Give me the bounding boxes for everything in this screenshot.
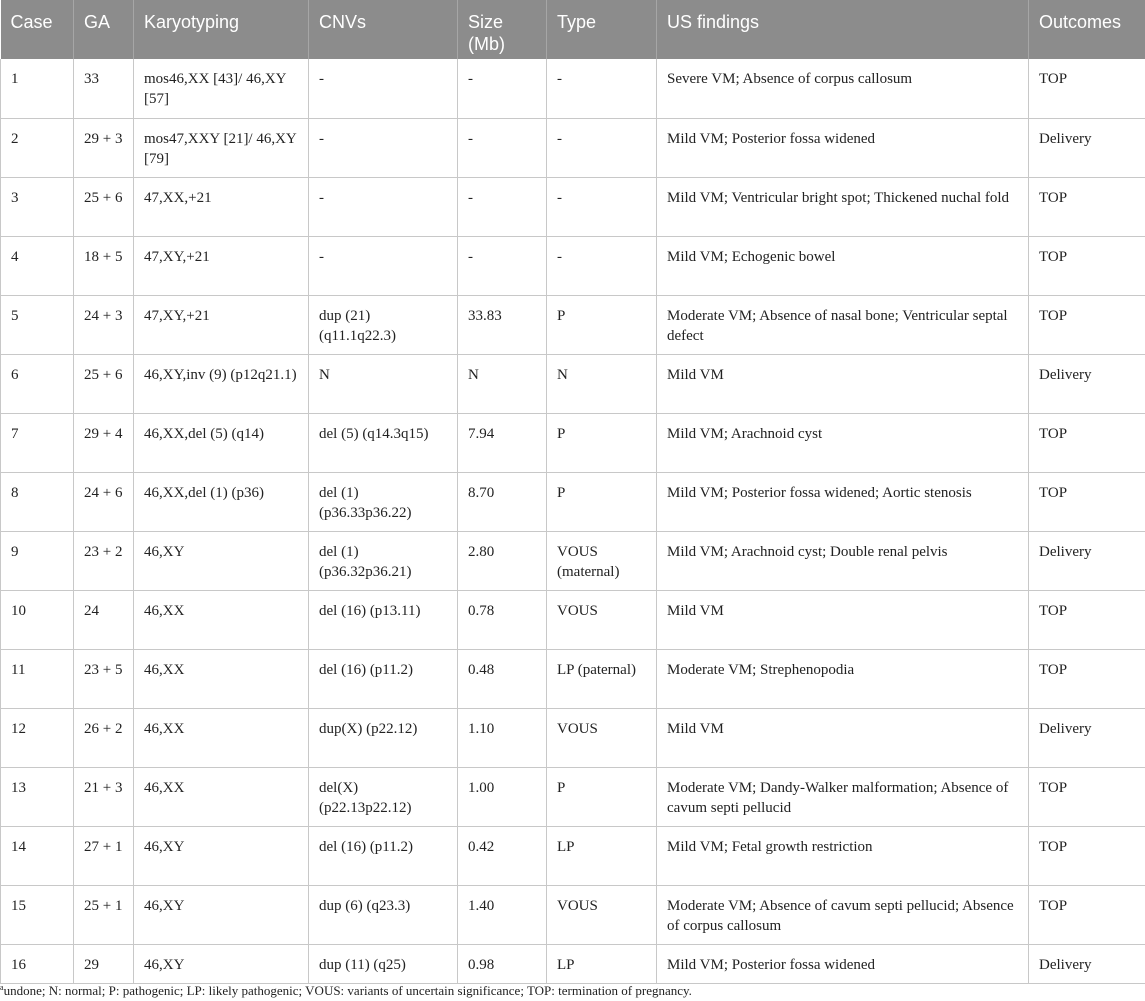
cell-case: 11 — [1, 649, 74, 708]
cell-karyotyping: 47,XX,+21 — [134, 177, 309, 236]
table-row — [1, 295, 1145, 354]
table-row — [1, 354, 1145, 413]
cell-type: P — [547, 295, 657, 354]
cell-ga: 25 + 6 — [74, 354, 134, 413]
footnote-marker: a — [0, 983, 4, 992]
cell-size: 2.80 — [458, 531, 547, 590]
cell-type: N — [547, 354, 657, 413]
cell-us-findings: Moderate VM; Strephenopodia — [657, 649, 1029, 708]
table-row — [1, 177, 1145, 236]
cell-size: 1.40 — [458, 885, 547, 944]
header-cnvs: CNVs — [309, 0, 458, 59]
cell-ga: 23 + 5 — [74, 649, 134, 708]
cell-ga: 29 + 4 — [74, 413, 134, 472]
cell-outcomes: TOP — [1029, 236, 1145, 295]
cell-ga: 33 — [74, 59, 134, 118]
cell-karyotyping: mos47,XXY [21]/ 46,XY [79] — [134, 118, 309, 177]
cell-ga: 24 — [74, 590, 134, 649]
cell-ga: 27 + 1 — [74, 826, 134, 885]
cell-outcomes: TOP — [1029, 295, 1145, 354]
cell-type: VOUS (maternal) — [547, 531, 657, 590]
cell-size: - — [458, 236, 547, 295]
cell-size: - — [458, 59, 547, 118]
cell-size: N — [458, 354, 547, 413]
cell-type: - — [547, 59, 657, 118]
cell-ga: 23 + 2 — [74, 531, 134, 590]
cell-cnvs: - — [309, 59, 458, 118]
cell-outcomes: Delivery — [1029, 531, 1145, 590]
cell-size: 0.78 — [458, 590, 547, 649]
cell-type: LP (paternal) — [547, 649, 657, 708]
cell-type: VOUS — [547, 590, 657, 649]
cell-ga: 25 + 6 — [74, 177, 134, 236]
cell-outcomes: TOP — [1029, 826, 1145, 885]
header-case: Case — [1, 0, 74, 59]
cell-cnvs: - — [309, 118, 458, 177]
cell-us-findings: Mild VM — [657, 590, 1029, 649]
header-outcomes: Outcomes — [1029, 0, 1145, 59]
cell-case: 14 — [1, 826, 74, 885]
cell-outcomes: TOP — [1029, 177, 1145, 236]
cell-karyotyping: 46,XX — [134, 708, 309, 767]
cell-ga: 24 + 3 — [74, 295, 134, 354]
cell-ga: 24 + 6 — [74, 472, 134, 531]
cell-case: 8 — [1, 472, 74, 531]
cell-size: - — [458, 177, 547, 236]
cell-karyotyping: 46,XX — [134, 649, 309, 708]
cell-us-findings: Mild VM; Echogenic bowel — [657, 236, 1029, 295]
cell-size: 33.83 — [458, 295, 547, 354]
cell-case: 15 — [1, 885, 74, 944]
cell-outcomes: TOP — [1029, 59, 1145, 118]
table-row — [1, 590, 1145, 649]
cell-type: VOUS — [547, 885, 657, 944]
table-footnote — [0, 983, 692, 999]
cell-karyotyping: 46,XX,del (1) (p36) — [134, 472, 309, 531]
cell-karyotyping: 46,XY — [134, 531, 309, 590]
cell-karyotyping: 46,XY — [134, 885, 309, 944]
cell-case: 2 — [1, 118, 74, 177]
cell-cnvs: del(X) (p22.13p22.12) — [309, 767, 458, 826]
table-row — [1, 944, 1145, 983]
cell-size: 7.94 — [458, 413, 547, 472]
cell-karyotyping: 46,XY — [134, 826, 309, 885]
cell-outcomes: TOP — [1029, 590, 1145, 649]
cell-us-findings: Moderate VM; Absence of nasal bone; Ventricular septal defect — [657, 295, 1029, 354]
cell-us-findings: Mild VM; Arachnoid cyst — [657, 413, 1029, 472]
cell-outcomes: Delivery — [1029, 118, 1145, 177]
cell-cnvs: del (5) (q14.3q15) — [309, 413, 458, 472]
cell-ga: 18 + 5 — [74, 236, 134, 295]
header-ga: GA — [74, 0, 134, 59]
table-row — [1, 531, 1145, 590]
cell-outcomes: TOP — [1029, 885, 1145, 944]
cell-case: 3 — [1, 177, 74, 236]
cell-size: 8.70 — [458, 472, 547, 531]
table-row — [1, 472, 1145, 531]
cell-us-findings: Mild VM; Ventricular bright spot; Thickened nuchal fold — [657, 177, 1029, 236]
cell-case: 4 — [1, 236, 74, 295]
cell-case: 10 — [1, 590, 74, 649]
table-row — [1, 118, 1145, 177]
cell-cnvs: del (1) (p36.32p36.21) — [309, 531, 458, 590]
cell-cnvs: del (16) (p13.11) — [309, 590, 458, 649]
cell-us-findings: Severe VM; Absence of corpus callosum — [657, 59, 1029, 118]
cell-size: 0.42 — [458, 826, 547, 885]
cell-outcomes: Delivery — [1029, 708, 1145, 767]
cell-type: P — [547, 413, 657, 472]
table-header-row — [1, 0, 1145, 59]
cell-case: 1 — [1, 59, 74, 118]
cell-us-findings: Mild VM — [657, 354, 1029, 413]
cell-size: 1.10 — [458, 708, 547, 767]
cell-type: - — [547, 177, 657, 236]
cell-case: 16 — [1, 944, 74, 983]
cell-case: 6 — [1, 354, 74, 413]
cell-type: VOUS — [547, 708, 657, 767]
cell-type: - — [547, 236, 657, 295]
cell-size: 1.00 — [458, 767, 547, 826]
cell-us-findings: Mild VM; Arachnoid cyst; Double renal pelvis — [657, 531, 1029, 590]
cell-cnvs: - — [309, 236, 458, 295]
cell-ga: 29 — [74, 944, 134, 983]
header-karyotyping: Karyotyping — [134, 0, 309, 59]
cell-us-findings: Moderate VM; Dandy-Walker malformation; Absence of cavum septi pellucid — [657, 767, 1029, 826]
header-us-findings: US findings — [657, 0, 1029, 59]
cell-cnvs: del (16) (p11.2) — [309, 649, 458, 708]
table-row — [1, 236, 1145, 295]
cell-karyotyping: mos46,XX [43]/ 46,XY [57] — [134, 59, 309, 118]
cell-case: 13 — [1, 767, 74, 826]
cell-karyotyping: 46,XX,del (5) (q14) — [134, 413, 309, 472]
table-row — [1, 708, 1145, 767]
cell-outcomes: Delivery — [1029, 944, 1145, 983]
cell-size: - — [458, 118, 547, 177]
cell-ga: 25 + 1 — [74, 885, 134, 944]
cell-karyotyping: 46,XY,inv (9) (p12q21.1) — [134, 354, 309, 413]
cell-cnvs: del (16) (p11.2) — [309, 826, 458, 885]
cell-type: LP — [547, 826, 657, 885]
cell-karyotyping: 47,XY,+21 — [134, 295, 309, 354]
cell-ga: 21 + 3 — [74, 767, 134, 826]
cell-type: - — [547, 118, 657, 177]
cell-type: P — [547, 472, 657, 531]
cell-cnvs: dup(X) (p22.12) — [309, 708, 458, 767]
cell-ga: 29 + 3 — [74, 118, 134, 177]
table-row — [1, 59, 1145, 118]
cell-outcomes: Delivery — [1029, 354, 1145, 413]
table-row — [1, 649, 1145, 708]
cell-karyotyping: 46,XY — [134, 944, 309, 983]
cell-cnvs: del (1) (p36.33p36.22) — [309, 472, 458, 531]
cell-us-findings: Mild VM; Posterior fossa widened — [657, 944, 1029, 983]
cell-karyotyping: 46,XX — [134, 590, 309, 649]
table-row — [1, 413, 1145, 472]
table-body — [1, 59, 1145, 983]
cell-us-findings: Mild VM; Posterior fossa widened — [657, 118, 1029, 177]
cell-outcomes: TOP — [1029, 472, 1145, 531]
cell-size: 0.98 — [458, 944, 547, 983]
table-row — [1, 885, 1145, 944]
cell-us-findings: Mild VM; Fetal growth restriction — [657, 826, 1029, 885]
header-size: Size (Mb) — [458, 0, 547, 59]
cell-karyotyping: 46,XX — [134, 767, 309, 826]
cell-karyotyping: 47,XY,+21 — [134, 236, 309, 295]
cell-cnvs: dup (21) (q11.1q22.3) — [309, 295, 458, 354]
cell-us-findings: Mild VM — [657, 708, 1029, 767]
cell-cnvs: - — [309, 177, 458, 236]
cell-type: LP — [547, 944, 657, 983]
cell-us-findings: Mild VM; Posterior fossa widened; Aortic stenosis — [657, 472, 1029, 531]
cell-case: 9 — [1, 531, 74, 590]
cell-case: 12 — [1, 708, 74, 767]
cell-type: P — [547, 767, 657, 826]
cell-outcomes: TOP — [1029, 767, 1145, 826]
cell-size: 0.48 — [458, 649, 547, 708]
table-row — [1, 826, 1145, 885]
cell-outcomes: TOP — [1029, 413, 1145, 472]
cell-cnvs: N — [309, 354, 458, 413]
footnote-text: undone; N: normal; P: pathogenic; LP: likely pathogenic; VOUS: variants of uncertain significance; TOP: termination of pregnancy. — [3, 983, 692, 998]
cell-us-findings: Moderate VM; Absence of cavum septi pellucid; Absence of corpus callosum — [657, 885, 1029, 944]
cell-case: 7 — [1, 413, 74, 472]
cell-case: 5 — [1, 295, 74, 354]
cell-outcomes: TOP — [1029, 649, 1145, 708]
cell-cnvs: dup (11) (q25) — [309, 944, 458, 983]
table-row — [1, 767, 1145, 826]
cell-cnvs: dup (6) (q23.3) — [309, 885, 458, 944]
cell-ga: 26 + 2 — [74, 708, 134, 767]
header-type: Type — [547, 0, 657, 59]
